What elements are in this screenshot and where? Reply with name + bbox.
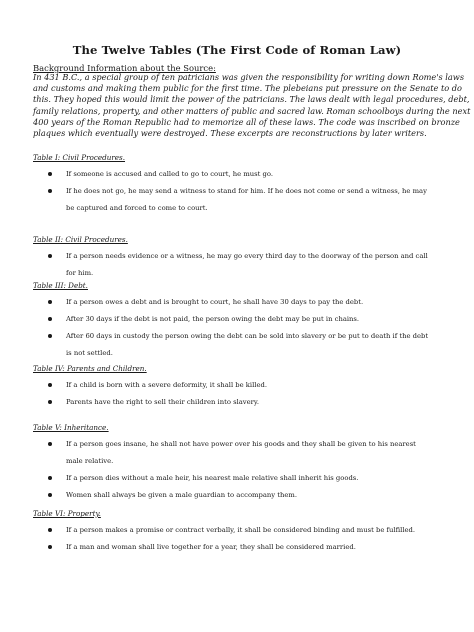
bullet-icon	[48, 172, 52, 176]
list-item-text: If he does not go, he may send a witness to stand for him. If he does not come or send a witness, he may	[66, 187, 427, 195]
list-item-text: If a person owes a debt and is brought to court, he shall have 30 days to pay the debt.	[66, 298, 364, 306]
section-heading: Table IV: Parents and Children.	[33, 364, 147, 373]
bullet-icon	[48, 545, 52, 549]
section-heading: Table VI: Property.	[33, 509, 101, 518]
bullet-list	[33, 294, 453, 362]
background-line: 400 years of the Roman Republic had to memorize all of these laws. The code was inscribed on bronze	[33, 116, 460, 127]
bullet-icon	[48, 317, 52, 321]
background-paragraph	[33, 72, 471, 139]
list-item-text: is not settled.	[66, 349, 113, 357]
bullet-icon	[48, 528, 52, 532]
list-item-text: for him.	[66, 269, 94, 277]
list-item-text: After 30 days if the debt is not paid, the person owing the debt may be put in chains.	[66, 315, 360, 323]
background-line: plaques which eventually were destroyed. These excerpts are reconstructions by later writers.	[33, 128, 427, 139]
list-item-text: If a person goes insane, he shall not have power over his goods and they shall be given to his nearest	[66, 440, 416, 448]
list-item-text: be captured and forced to come to court.	[66, 204, 208, 212]
section-heading: Table III: Debt.	[33, 281, 88, 290]
bullet-icon	[48, 442, 52, 446]
section-table-3	[33, 281, 453, 362]
section-table-4	[33, 364, 453, 411]
background-line: family relations, property, and other matters of public and sacred law. Roman schoolboys during the next	[33, 105, 471, 116]
list-item-text: male relative.	[66, 457, 114, 465]
list-item	[33, 377, 453, 394]
section-heading: Table I: Civil Procedures.	[33, 153, 126, 162]
list-item	[33, 328, 453, 362]
list-item	[33, 394, 453, 411]
list-item	[33, 539, 453, 556]
bullet-list	[33, 522, 453, 556]
list-item-text: If a person makes a promise or contract verbally, it shall be considered binding and must be fulfilled.	[66, 526, 416, 534]
section-table-5	[33, 423, 453, 504]
section-table-1	[33, 153, 453, 217]
list-item-text: If a man and woman shall live together for a year, they shall be considered married.	[66, 543, 356, 551]
list-item	[33, 522, 453, 539]
document-title: The Twelve Tables (The First Code of Roman Law)	[72, 43, 402, 57]
list-item	[33, 470, 453, 487]
list-item	[33, 183, 453, 217]
section-heading: Table II: Civil Procedures.	[33, 235, 128, 244]
bullet-icon	[48, 254, 52, 258]
list-item-text: Parents have the right to sell their children into slavery.	[66, 398, 260, 406]
list-item-text: If a person dies without a male heir, his nearest male relative shall inherit his goods.	[66, 474, 359, 482]
bullet-icon	[48, 383, 52, 387]
bullet-list	[33, 436, 453, 504]
list-item-text: After 60 days in custody the person owing the debt can be sold into slavery or be put to death if the debt	[66, 332, 429, 340]
bullet-icon	[48, 400, 52, 404]
bullet-icon	[48, 476, 52, 480]
list-item-text: If a child is born with a severe deformity, it shall be killed.	[66, 381, 267, 389]
background-line: In 431 B.C., a special group of ten patricians was given the responsibility for writing down Rome's laws	[33, 72, 465, 82]
list-item	[33, 436, 453, 470]
list-item	[33, 487, 453, 504]
bullet-icon	[48, 300, 52, 304]
list-item-text: If a person needs evidence or a witness, he may go every third day to the doorway of the person and call	[66, 252, 428, 260]
list-item-text: If someone is accused and called to go to court, he must go.	[66, 170, 274, 178]
list-item	[33, 311, 453, 328]
background-line: and customs and making them public for the first time. The plebeians put pressure on the Senate to do	[33, 83, 462, 94]
list-item	[33, 248, 453, 282]
list-item-text: Women shall always be given a male guardian to accompany them.	[66, 491, 298, 499]
section-table-6	[33, 509, 453, 556]
bullet-list	[33, 166, 453, 217]
list-item	[33, 294, 453, 311]
background-line: this. They hoped this would limit the power of the patricians. The laws dealt with legal procedures, debt,	[33, 94, 470, 105]
bullet-list	[33, 377, 453, 411]
section-table-2	[33, 235, 453, 282]
bullet-icon	[48, 334, 52, 338]
bullet-icon	[48, 189, 52, 193]
background-heading: Background Information about the Source:	[33, 63, 216, 73]
list-item	[33, 166, 453, 183]
bullet-icon	[48, 493, 52, 497]
section-heading: Table V: Inheritance.	[33, 423, 109, 432]
bullet-list	[33, 248, 453, 282]
